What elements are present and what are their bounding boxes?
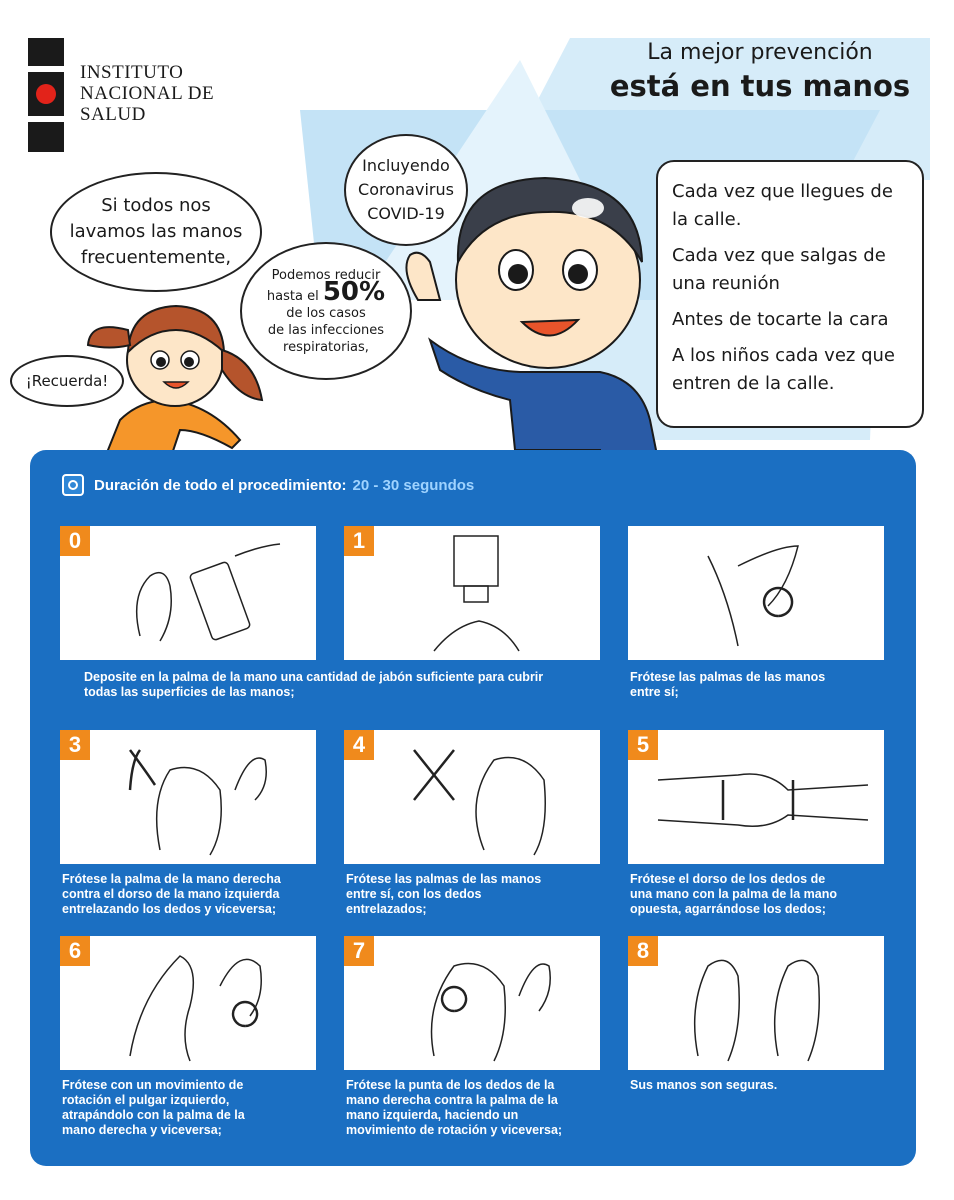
caption-line: mano izquierda, haciendo un [346,1108,519,1122]
step-caption-4 [346,872,616,917]
logo-line-3: SALUD [80,104,146,125]
hands-grip-fingers-icon [628,730,884,864]
caption-line: una mano con la palma de la mano [630,887,837,901]
cada-item: Antes de tocarte la cara [672,309,889,330]
headline-line-1: La mejor prevención [647,40,873,65]
duration-label: Duración de todo el procedimiento: [94,476,347,494]
caption-line: Frótese las palmas de las manos [630,670,826,684]
bubble-cada-vez [656,160,924,428]
hands-interlaced-fingers-icon [344,730,600,864]
step-number: 7 [344,936,374,966]
hands-clean-icon [628,936,884,1070]
bubble-text-recuerda: ¡Recuerda! [25,372,109,390]
bubble-text-line: de las infecciones [267,322,385,338]
hands-soap-dispenser-icon [60,526,316,660]
bubble-text-hasta: hasta el [266,288,319,304]
cada-item: A los niños cada vez que entren de la calle. [672,345,895,394]
step-card-4 [344,730,600,864]
headline-line-2: está en tus manos [609,69,911,103]
bubble-text-line: frecuentemente, [80,247,232,268]
caption-line: Deposite en la palma de la mano una cantidad de jabón suficiente para cubrir [84,670,544,684]
bubble-text-line [266,276,386,307]
bubble-text-line: COVID-19 [367,204,445,223]
caption-line: entrelazando los dedos y viceversa; [62,902,276,916]
step-card-2 [628,526,884,660]
cada-item: Cada vez que llegues de la calle. [672,181,893,230]
bubble-text-line: Podemos reducir [271,267,381,283]
step-number: 6 [60,936,90,966]
hands-rub-palms-icon [628,526,884,660]
caption-line: Frótese el dorso de los dedos de [630,872,826,886]
caption-line: entrelazados; [346,902,427,916]
bubble-text-line: respiratorias, [283,339,369,355]
logo-line-1: INSTITUTO [80,62,184,83]
caption-line: todas las superficies de las manos; [84,685,295,699]
caption-line: entre sí, con los dedos [346,887,482,901]
step-number: 5 [628,730,658,760]
step-caption-6 [62,1078,332,1138]
caption-line: movimiento de rotación y viceversa; [346,1123,563,1137]
step-number: 0 [60,526,90,556]
caption-line: contra el dorso de la mano izquierda [62,887,280,901]
logo-line-2: NACIONAL DE [80,83,215,104]
step-caption-3 [62,872,332,917]
bubble-text-line: de los casos [286,305,366,321]
bubble-text-line: Si todos nos [101,195,211,216]
step-card-1 [344,526,600,660]
step-card-5 [628,730,884,864]
caption-line: mano derecha contra la palma de la [346,1093,558,1107]
caption-line: Sus manos son seguras. [630,1078,778,1092]
clock-icon [62,474,84,496]
step-number: 3 [60,730,90,760]
bubble-lavamos-manos [50,172,262,292]
caption-line: rotación el pulgar izquierdo, [62,1093,230,1107]
bubble-percent: 50% [322,276,386,307]
step-number: 1 [344,526,374,556]
caption-line: Frótese la punta de los dedos de la [346,1078,555,1092]
step-card-8 [628,936,884,1070]
caption-line: atrapándolo con la palma de la [62,1108,245,1122]
step-caption-0 [84,670,604,700]
caption-line: Frótese la palma de la mano derecha [62,872,281,886]
hands-soap-pump-icon [344,526,600,660]
step-number: 4 [344,730,374,760]
bubble-reducir-50 [240,242,412,380]
bubble-recuerda [10,355,124,407]
step-card-6 [60,936,316,1070]
step-number: 8 [628,936,658,966]
step-caption-2 [630,670,890,700]
step-card-7 [344,936,600,1070]
cada-item: Cada vez que salgas de una reunión [672,245,886,294]
hands-thumb-rotation-icon [60,936,316,1070]
caption-line: mano derecha y viceversa; [62,1123,222,1137]
hands-fingertips-rotation-icon [344,936,600,1070]
caption-line: Frótese con un movimiento de [62,1078,244,1092]
step-card-0 [60,526,316,660]
caption-line: entre sí; [630,685,679,699]
bubble-text-line: Incluyendo [362,156,450,175]
bubble-text-line: Coronavirus [358,180,454,199]
step-caption-5 [630,872,900,917]
caption-line: Frótese las palmas de las manos [346,872,542,886]
duration-row [62,474,474,496]
step-caption-8 [630,1078,900,1093]
step-caption-7 [346,1078,616,1138]
caption-line: opuesta, agarrándose los dedos; [630,902,826,916]
bubble-covid [344,134,468,246]
step-card-3 [60,730,316,864]
duration-value: 20 - 30 segundos [352,476,475,494]
hands-back-interlace-icon [60,730,316,864]
bubble-text-line: lavamos las manos [69,221,243,242]
